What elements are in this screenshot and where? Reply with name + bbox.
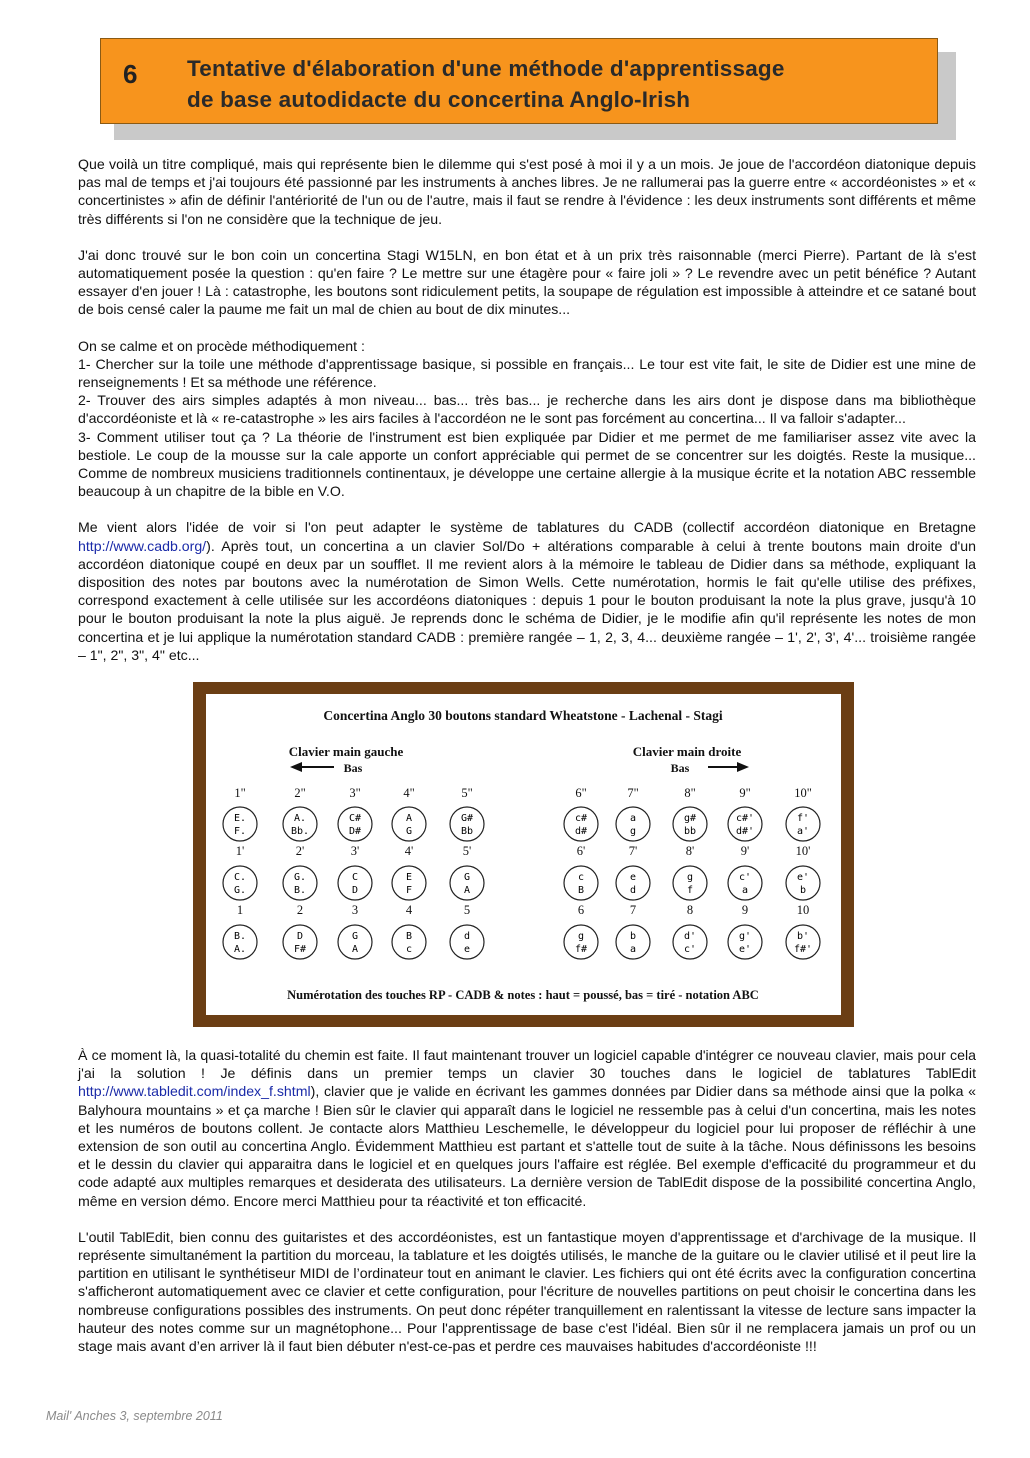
push-note: f' xyxy=(796,813,810,824)
list-item-1: 1- Chercher sur la toile une méthode d'apprentissage basique, si possible en français... Le tour est vite fait, le site de Didier est une mine de renseignements ! Et sa méthode une référence. xyxy=(78,355,976,391)
push-note: E xyxy=(405,872,413,883)
button-number: 5" xyxy=(461,786,473,800)
article-banner xyxy=(100,38,938,124)
push-note: c' xyxy=(738,872,752,883)
paragraph-5-text-b: ), clavier que je valide en écrivant les gammes données par Didier dans sa méthode ainsi que la polka « Balyhoura mountains » et ça marche ! Bien sûr le clavier qui apparaît dans le logiciel ne ressemble pas à celui d'un concertina, mais les notes et les numéros de boutons collent. Je contacte alors Matthieu Leschemelle, le développeur du logiciel pour lui proposer de réfléchir à une extension de son outil au concertina Anglo. Évidemment Matthieu est partant et s'attelle tout de suite à la tâche. Nous définissons les besoins et le dessin du clavier qui apparaitra dans le logiciel et en quelques jours l'affaire est réglée. Bel exemple d'efficacité du programmeur et du code adapté aux multiples remarques et desiderata des utilisateurs. La dernière version de TablEdit dispose de la possibilité concertina Anglo, même en version démo. Encore merci Matthieu pour ta réactivité et ton efficacité. xyxy=(78,1083,976,1209)
concertina-button xyxy=(673,903,707,959)
pull-note: Bb. xyxy=(290,826,310,837)
pull-note: bb xyxy=(683,826,697,837)
pull-note: F xyxy=(405,885,413,896)
button-number: 4' xyxy=(404,844,414,858)
pull-note: A xyxy=(463,885,471,896)
button-number: 1" xyxy=(234,786,246,800)
paragraph-4 xyxy=(78,518,976,664)
push-note: A. xyxy=(293,813,307,824)
button-number: 10 xyxy=(796,903,810,917)
push-note: A xyxy=(405,813,413,824)
button-number: 10' xyxy=(795,844,811,858)
button-number: 2" xyxy=(294,786,306,800)
button-number: 4 xyxy=(405,903,413,917)
push-note: b' xyxy=(796,931,810,942)
push-note: C. xyxy=(233,872,247,883)
push-note: G xyxy=(463,872,471,883)
pull-note: g xyxy=(629,826,637,837)
pull-note: e xyxy=(463,944,471,955)
concertina-button xyxy=(338,903,372,959)
button-number: 6 xyxy=(577,903,585,917)
diagram-panel xyxy=(206,694,841,1015)
concertina-button xyxy=(786,844,820,900)
pull-note: Bb xyxy=(460,826,474,837)
concertina-diagram xyxy=(193,682,854,1027)
button-number: 5' xyxy=(462,844,472,858)
push-note: G# xyxy=(460,813,474,824)
buttons-layer xyxy=(223,786,820,959)
push-note: B xyxy=(405,931,413,942)
button-number: 3 xyxy=(351,903,359,917)
page-footer: Mail' Anches 3, septembre 2011 xyxy=(46,1409,223,1423)
concertina-button xyxy=(223,844,257,900)
pull-note: D xyxy=(351,885,359,896)
paragraph-4-text-a: Me vient alors l'idée de voir si l'on peut adapter le système de tablatures du CADB (collectif accordéon diatonique en Bretagne xyxy=(78,519,976,536)
push-note: g# xyxy=(683,813,697,824)
push-note: d' xyxy=(683,931,697,942)
push-note: B. xyxy=(233,931,247,942)
article-title xyxy=(187,53,927,115)
button-number: 8 xyxy=(686,903,694,917)
pull-note: d# xyxy=(574,826,588,837)
concertina-button xyxy=(338,844,372,900)
button-number: 3' xyxy=(350,844,360,858)
paragraph-6: L'outil TablEdit, bien connu des guitaristes et des accordéonistes, est un fantastique moyen d'apprentissage et d'archivage de la musique. Il représente simultanément la partition du morceau, la tablature et les doigtés utilisés, le manche de la guitare ou le clavier utilisé et il peut lire la partition en utilisant le synthétiseur MIDI de l’ordinateur tout en animant le clavier. Les fichiers qui ont été écrits avec la configuration concertina s'afficheront automatiquement avec ce clavier et cette configuration, pour l'écriture de nouvelles partitions on peut choisir le concertina dans les nombreuse configurations possibles des instruments. On peut donc répéter tranquillement en ralentissant la vitesse de lecture sans impacter la hauteur des notes comme sur un magnétophone... Pour l'apprentissage de base c'est l'idéal. Bien sûr il ne remplacera jamais un prof ou un stage mais avant d’en arriver là il faut bien débuter n'est-ce-pas et perdre ces mauvaises habitudes d'accordéoniste !!! xyxy=(78,1228,976,1355)
push-note: G. xyxy=(293,872,307,883)
paragraph-4-text-b: ). Après tout, un concertina a un clavier Sol/Do + altérations comparable à celui à trente boutons main droite d'un accordéon diatonique coupé en deux par un soufflet. Il me revient alors à la mémoire le tableau de Didier dans sa méthode, expliquant la disposition des notes par boutons avec la numérotation de Simon Wells. Cette numérotation, hormis le fait qu'elle utilise des préfixes, correspond exactement à celle utilisée sur les accordéons diatoniques : depuis 1 pour le bouton produisant la note la plus grave, jusqu'à 10 pour le bouton produisant la note la plus aiguë. Je reprends donc le schéma de Didier, je le modifie afin qu'il représente les notes de mon concertina et je lui applique la numérotation standard CADB : première rangée – 1, 2, 3, 4... deuxième rangée – 1', 2', 3', 4'... troisième rangée – 1", 2", 3", 4" etc... xyxy=(78,537,976,663)
pull-note: a xyxy=(629,944,637,955)
pull-note: F# xyxy=(293,944,307,955)
paragraph-3 xyxy=(78,337,976,501)
concertina-button xyxy=(564,903,598,959)
button-number: 6" xyxy=(575,786,587,800)
push-note: g xyxy=(686,872,694,883)
pull-note: f#' xyxy=(793,944,813,955)
button-number: 8' xyxy=(685,844,695,858)
tabledit-link[interactable]: http://www.tabledit.com/index_f.shtml xyxy=(78,1083,311,1100)
paragraph-5-text-a: À ce moment là, la quasi-totalité du chemin est faite. Il faut maintenant trouver un logiciel capable d'intégrer ce nouveau clavier, mais pour cela j'ai la solution ! Je définis dans un premier temps un clavier 30 touches dans le logiciel de tablatures TablEdit xyxy=(78,1047,976,1082)
title-line-2: de base autodidacte du concertina Anglo-Irish xyxy=(187,87,691,112)
pull-note: B. xyxy=(293,885,307,896)
diagram-svg xyxy=(206,694,841,1015)
pull-note: e' xyxy=(738,944,752,955)
concertina-button xyxy=(673,786,707,841)
button-number: 1 xyxy=(236,903,244,917)
push-note: c#' xyxy=(735,813,755,824)
push-note: C# xyxy=(348,813,362,824)
pull-note: d#' xyxy=(735,826,755,837)
pull-note: G xyxy=(405,826,413,837)
button-number: 10" xyxy=(794,786,812,800)
push-note: c xyxy=(577,872,585,883)
push-note: G xyxy=(351,931,359,942)
concertina-button xyxy=(728,786,762,841)
concertina-button xyxy=(338,786,372,841)
article-number: 6 xyxy=(123,59,138,89)
pull-note: A xyxy=(351,944,359,955)
pull-note: G. xyxy=(233,885,247,896)
pull-note: F. xyxy=(233,826,247,837)
title-line-1: Tentative d'élaboration d'une méthode d'apprentissage xyxy=(187,56,785,81)
concertina-button xyxy=(223,786,257,841)
push-note: b xyxy=(629,931,637,942)
push-note: g xyxy=(577,931,585,942)
pull-note: f xyxy=(686,885,694,896)
push-note: d xyxy=(463,931,471,942)
concertina-button xyxy=(786,786,820,841)
button-number: 5 xyxy=(463,903,471,917)
paragraph-5 xyxy=(78,1046,976,1210)
diagram-title: Concertina Anglo 30 boutons standard Wheatstone - Lachenal - Stagi xyxy=(323,708,723,723)
concertina-button xyxy=(564,786,598,841)
concertina-button xyxy=(223,903,257,959)
concertina-button xyxy=(616,844,650,900)
button-number: 7" xyxy=(627,786,639,800)
concertina-button xyxy=(728,844,762,900)
concertina-button xyxy=(450,903,484,959)
left-arrow-icon xyxy=(290,762,334,772)
push-note: c# xyxy=(574,813,588,824)
button-number: 4" xyxy=(403,786,415,800)
list-item-3: 3- Comment utiliser tout ça ? La théorie de l'instrument est bien expliquée par Didier et me permet de me familiariser assez vite avec la bestiole. Le coup de la mousse sur la cale apporte un confort appréciable qui permet de se concentrer sur les doigtés. Reste la musique... Comme de nombreux musiciens traditionnels continentaux, je développe une certaine allergie à la musique écrite et la notation ABC ressemble beaucoup à un chapitre de la bible en V.O. xyxy=(78,428,976,500)
push-note: e xyxy=(629,872,637,883)
pull-note: a xyxy=(741,885,749,896)
concertina-button xyxy=(564,844,598,900)
concertina-button xyxy=(283,786,317,841)
left-keyboard-label: Clavier main gauche xyxy=(288,744,404,759)
concertina-button xyxy=(728,903,762,959)
concertina-button xyxy=(450,786,484,841)
article-body xyxy=(78,155,976,682)
pull-note: A. xyxy=(233,944,247,955)
left-bas-label: Bas xyxy=(343,761,363,775)
button-number: 2 xyxy=(296,903,304,917)
pull-note: f# xyxy=(574,944,588,955)
button-number: 3" xyxy=(349,786,361,800)
button-number: 9" xyxy=(739,786,751,800)
pull-note: c' xyxy=(683,944,697,955)
pull-note: b xyxy=(799,885,807,896)
button-number: 2' xyxy=(295,844,305,858)
concertina-button xyxy=(392,786,426,841)
push-note: e' xyxy=(796,872,810,883)
diagram-caption: Numérotation des touches RP - CADB & notes : haut = poussé, bas = tiré - notation ABC xyxy=(287,988,759,1002)
right-arrow-icon xyxy=(708,762,749,772)
right-keyboard-label: Clavier main droite xyxy=(632,744,742,759)
concertina-button xyxy=(616,786,650,841)
push-note: E. xyxy=(233,813,247,824)
button-number: 9' xyxy=(740,844,750,858)
list-item-2: 2- Trouver des airs simples adaptés à mon niveau... bas... très bas... je recherche dans les airs dont je dispose dans ma bibliothèque d'accordéoniste et là « re-catastrophe » les airs faciles à l'accordéon ne le sont pas forcément au concertina... Il va falloir s'adapter... xyxy=(78,392,976,427)
concertina-button xyxy=(392,903,426,959)
article-body-continued xyxy=(78,1046,976,1373)
button-number: 1' xyxy=(235,844,245,858)
right-bas-label: Bas xyxy=(670,761,690,775)
button-number: 6' xyxy=(576,844,586,858)
concertina-button xyxy=(673,844,707,900)
button-number: 7' xyxy=(628,844,638,858)
concertina-button xyxy=(283,903,317,959)
push-note: D xyxy=(296,931,304,942)
concertina-button xyxy=(450,844,484,900)
cadb-link[interactable]: http://www.cadb.org/ xyxy=(78,537,207,554)
concertina-button xyxy=(786,903,820,959)
pull-note: d xyxy=(629,885,637,896)
button-number: 7 xyxy=(629,903,637,917)
push-note: a xyxy=(629,813,637,824)
pull-note: c xyxy=(405,944,413,955)
paragraph-2: J'ai donc trouvé sur le bon coin un concertina Stagi W15LN, en bon état et à un prix très raisonnable (merci Pierre). Partant de là s'est automatiquement posée la question : qu'en faire ? Le mettre sur une étagère pour « faire joli » ? Le revendre avec un petit bénéfice ? Autant essayer d'en jouer ! Là : catastrophe, les boutons sont ridiculement petits, la soupape de régulation est impossible à atteindre et ce satané bout de bois censé caler la paume me fait un mal de chien au bout de dix minutes... xyxy=(78,246,976,318)
concertina-button xyxy=(392,844,426,900)
pull-note: a' xyxy=(796,826,810,837)
pull-note: B xyxy=(577,885,585,896)
pull-note: D# xyxy=(348,826,362,837)
paragraph-1: Que voilà un titre compliqué, mais qui représente bien le dilemme qui s'est posé à moi il y a un mois. Je joue de l'accordéon diatonique depuis pas mal de temps et j'ai toujours été passionné par les instruments à anches libres. Je ne rallumerai pas la guerre entre « accordéonistes » et « concertinistes » afin de définir l'antériorité de l'un ou de l'autre, mais il faut se rendre à l'évidence : les deux instruments sont différents et même très différents si l'on ne considère que la technique de jeu. xyxy=(78,156,976,227)
concertina-button xyxy=(616,903,650,959)
concertina-button xyxy=(283,844,317,900)
button-number: 9 xyxy=(741,903,749,917)
paragraph-3-intro: On se calme et on procède méthodiquement : xyxy=(78,337,365,354)
push-note: g' xyxy=(738,931,752,942)
push-note: C xyxy=(351,872,359,883)
button-number: 8" xyxy=(684,786,696,800)
